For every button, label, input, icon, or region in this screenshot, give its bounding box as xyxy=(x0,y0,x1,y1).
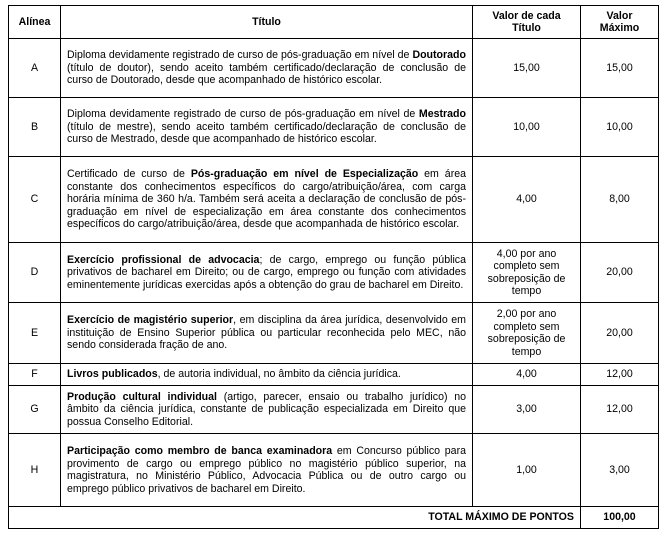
table-row xyxy=(9,303,659,364)
row-alinea: C xyxy=(9,157,61,243)
header-titulo: Título xyxy=(61,6,473,39)
row-valor-cada: 4,00 xyxy=(473,157,581,243)
titulo-pre: Diploma devidamente registrado de curso de pós-graduação em nível de xyxy=(67,49,413,62)
titulo-bold: Produção cultural individual xyxy=(67,390,217,403)
row-titulo xyxy=(61,386,473,434)
titulo-bold: Exercício profissional de advocacia xyxy=(67,253,260,266)
row-titulo xyxy=(61,98,473,157)
table-row xyxy=(9,39,659,98)
row-valor-cada: 1,00 xyxy=(473,434,581,507)
titulo-pre: Diploma devidamente registrado de curso de pós-graduação em nível de xyxy=(67,108,419,121)
row-alinea: F xyxy=(9,364,61,386)
row-alinea: B xyxy=(9,98,61,157)
header-valor-cada: Valor de cada Título xyxy=(473,6,581,39)
row-valor-maximo: 20,00 xyxy=(581,243,659,303)
row-valor-maximo: 15,00 xyxy=(581,39,659,98)
row-alinea: H xyxy=(9,434,61,507)
table-row xyxy=(9,364,659,386)
row-valor-maximo: 3,00 xyxy=(581,434,659,507)
titulo-post: ; de cargo, emprego ou função pública privativos de bacharel em Direito; ou de cargo, emprego ou função com atividades eminentemente jurídicas exercidas após a obtenção do grau de bacharel em Direito. xyxy=(67,253,466,291)
row-titulo xyxy=(61,303,473,364)
header-valor-maximo: Valor Máximo xyxy=(581,6,659,39)
table-row xyxy=(9,434,659,507)
table-row xyxy=(9,157,659,243)
row-valor-cada: 4,00 por ano completo sem sobreposição de tempo xyxy=(473,243,581,303)
row-titulo xyxy=(61,364,473,386)
row-titulo xyxy=(61,157,473,243)
row-titulo xyxy=(61,434,473,507)
titulo-bold: Doutorado xyxy=(412,49,466,62)
titulo-post: (artigo, parecer, ensaio ou trabalho jurídico) no âmbito da ciência jurídica, constante de publicação especializada em Direito que possua Conselho Editorial. xyxy=(67,390,466,428)
row-alinea: D xyxy=(9,243,61,303)
titulo-bold: Mestrado xyxy=(418,108,466,121)
titulo-post: (título de mestre), sendo aceito também certificado/declaração de conclusão de curso de Mestrado, desde que acompanhado de histórico escolar. xyxy=(67,120,466,146)
row-valor-maximo: 10,00 xyxy=(581,98,659,157)
titulo-post: (título de doutor), sendo aceito também certificado/declaração de conclusão de curso de Doutorado, desde que acompanhado de histórico escolar. xyxy=(67,61,466,87)
row-alinea: G xyxy=(9,386,61,434)
titulo-post: em Concurso público para provimento de cargo ou emprego público no magistério público superior, na magistratura, no Ministério Público, Advocacia Pública ou de outro cargo ou emprego público privativos de bacharel em Direito. xyxy=(67,445,466,495)
row-alinea: A xyxy=(9,39,61,98)
header-row xyxy=(9,6,659,39)
row-titulo xyxy=(61,39,473,98)
header-alinea: Alínea xyxy=(9,6,61,39)
titulo-pre: Certificado de curso de xyxy=(67,168,191,181)
row-valor-maximo: 20,00 xyxy=(581,303,659,364)
titulo-bold: Pós-graduação em nível de Especialização xyxy=(190,168,419,181)
total-value: 100,00 xyxy=(581,507,659,529)
total-row xyxy=(9,507,659,529)
titulo-post: , em disciplina da área jurídica, desenvolvido em instituição de Ensino Superior pública ou particular reconhecida pelo MEC, não sendo considerada fração de ano. xyxy=(67,314,466,352)
row-titulo xyxy=(61,243,473,303)
row-valor-cada: 3,00 xyxy=(473,386,581,434)
table-row xyxy=(9,386,659,434)
row-valor-cada: 2,00 por ano completo sem sobreposição de tempo xyxy=(473,303,581,364)
row-valor-cada: 4,00 xyxy=(473,364,581,386)
scoring-table xyxy=(8,5,659,529)
row-valor-cada: 10,00 xyxy=(473,98,581,157)
row-valor-maximo: 8,00 xyxy=(581,157,659,243)
total-label: TOTAL MÁXIMO DE PONTOS xyxy=(9,507,581,529)
table-row xyxy=(9,243,659,303)
titulo-bold: Exercício de magistério superior xyxy=(67,314,234,327)
titulo-bold: Participação como membro de banca examinadora xyxy=(67,445,333,457)
titulo-post: em área constante dos conhecimentos específicos do cargo/atribuição/área, com carga horária mínima de 360 h/a. Também será aceita a declaração de conclusão de pós-graduação em nível de especialização em área constante dos conhecimentos específicos do cargo/atribuição/área, desde que acompanhada de histórico escolar. xyxy=(67,168,466,231)
row-valor-maximo: 12,00 xyxy=(581,364,659,386)
row-alinea: E xyxy=(9,303,61,364)
titulo-post: , de autoria individual, no âmbito da ciência jurídica. xyxy=(157,368,401,381)
table-row xyxy=(9,98,659,157)
titulo-bold: Livros publicados xyxy=(67,368,158,381)
row-valor-cada: 15,00 xyxy=(473,39,581,98)
row-valor-maximo: 12,00 xyxy=(581,386,659,434)
